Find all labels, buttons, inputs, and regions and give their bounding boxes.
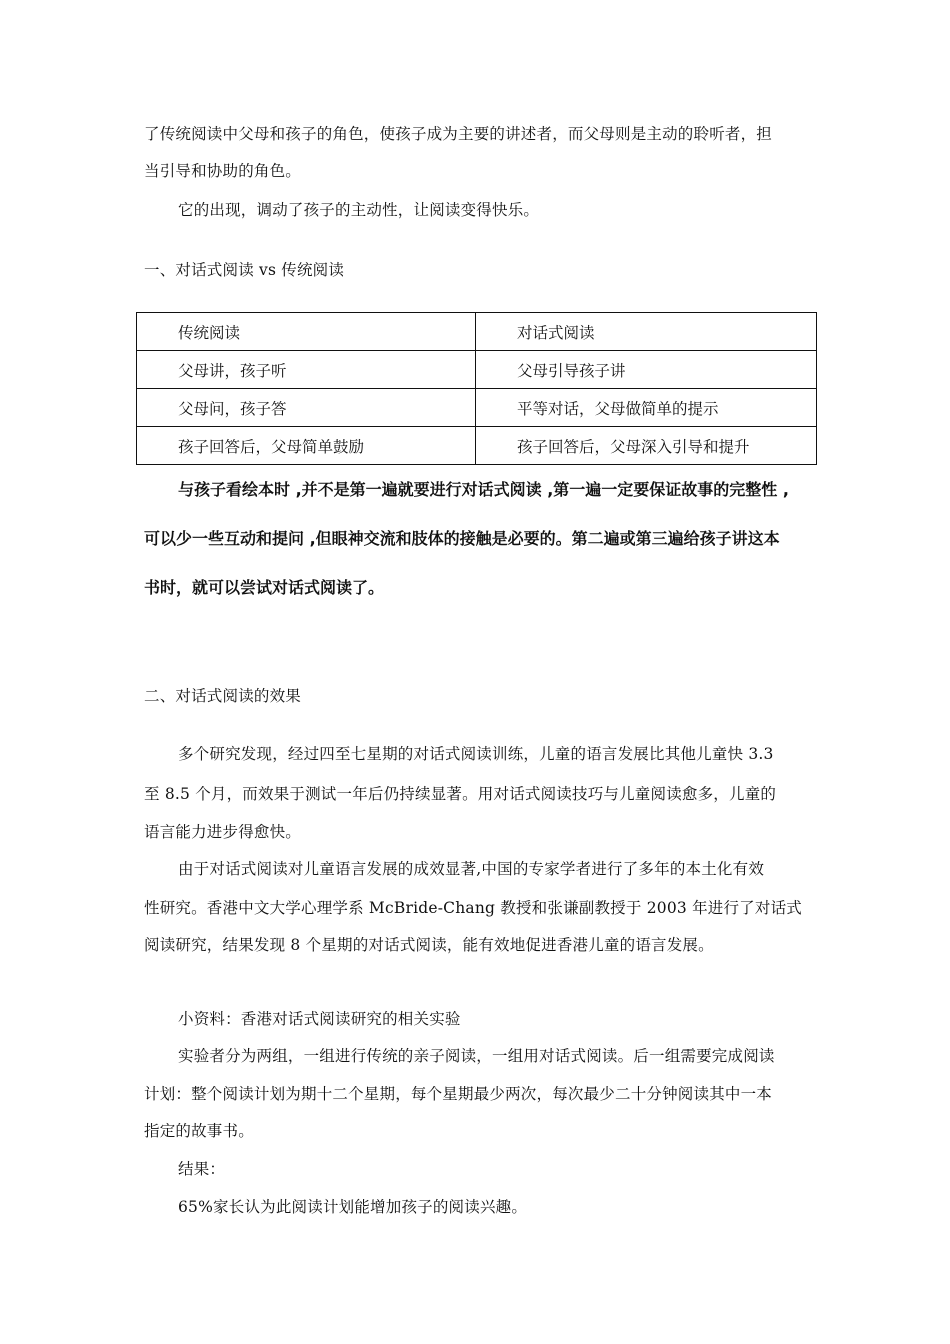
intro-line-3: 它的出现，调动了孩子的主动性，让阅读变得快乐。 <box>178 201 540 219</box>
table-cell: 平等对话，父母做简单的提示 <box>476 389 817 427</box>
para1-line-3: 语言能力进步得愈快。 <box>144 823 302 841</box>
para1-line-2: 至 8.5 个月，而效果于测试一年后仍持续显著。用对话式阅读技巧与儿童阅读愈多，儿童的 <box>144 785 777 803</box>
table-row <box>137 427 817 465</box>
intro-line-1: 了传统阅读中父母和孩子的角色，使孩子成为主要的讲述者，而父母则是主动的聆听者，担 <box>144 125 773 143</box>
comparison-table <box>136 312 817 465</box>
result-line: 65%家长认为此阅读计划能增加孩子的阅读兴趣。 <box>178 1198 528 1216</box>
bold-paragraph-line-3: 书时，就可以尝试对话式阅读了。 <box>144 578 385 597</box>
bold-paragraph-line-2: 可以少一些互动和提问 ,但眼神交流和肢体的接触是必要的。第二遍或第三遍给孩子讲这本 <box>144 529 780 548</box>
para2-line-1: 由于对话式阅读对儿童语言发展的成效显著,中国的专家学者进行了多年的本土化有效 <box>178 860 765 878</box>
para3-line-1: 实验者分为两组，一组进行传统的亲子阅读，一组用对话式阅读。后一组需要完成阅读 <box>178 1047 775 1065</box>
table-row <box>137 389 817 427</box>
table-cell: 孩子回答后，父母简单鼓励 <box>137 427 476 465</box>
para2-line-3: 阅读研究，结果发现 8 个星期的对话式阅读，能有效地促进香港儿童的语言发展。 <box>144 936 714 954</box>
table-row <box>137 351 817 389</box>
para2-line-2: 性研究。香港中文大学心理学系 McBride-Chang 教授和张谦副教授于 2003 年进行了对话式 <box>144 899 802 917</box>
para3-line-3: 指定的故事书。 <box>144 1122 254 1140</box>
intro-line-2: 当引导和协助的角色。 <box>144 162 302 180</box>
table-header-row <box>137 313 817 351</box>
section2-heading: 二、对话式阅读的效果 <box>144 687 302 705</box>
note-title: 小资料：香港对话式阅读研究的相关实验 <box>178 1010 461 1028</box>
para3-line-2: 计划：整个阅读计划为期十二个星期，每个星期最少两次，每次最少二十分钟阅读其中一本 <box>144 1085 773 1103</box>
table-cell: 父母引导孩子讲 <box>476 351 817 389</box>
table-cell: 父母讲，孩子听 <box>137 351 476 389</box>
table-cell: 孩子回答后，父母深入引导和提升 <box>476 427 817 465</box>
table-header-cell: 对话式阅读 <box>476 313 817 351</box>
bold-paragraph-line-1: 与孩子看绘本时 ,并不是第一遍就要进行对话式阅读 ,第一遍一定要保证故事的完整性 , <box>178 480 789 499</box>
table-header-cell: 传统阅读 <box>137 313 476 351</box>
result-label: 结果： <box>178 1160 226 1178</box>
section1-heading: 一、对话式阅读 vs 传统阅读 <box>144 261 345 279</box>
table-cell: 父母问，孩子答 <box>137 389 476 427</box>
para1-line-1: 多个研究发现，经过四至七星期的对话式阅读训练，儿童的语言发展比其他儿童快 3.3 <box>178 745 774 763</box>
